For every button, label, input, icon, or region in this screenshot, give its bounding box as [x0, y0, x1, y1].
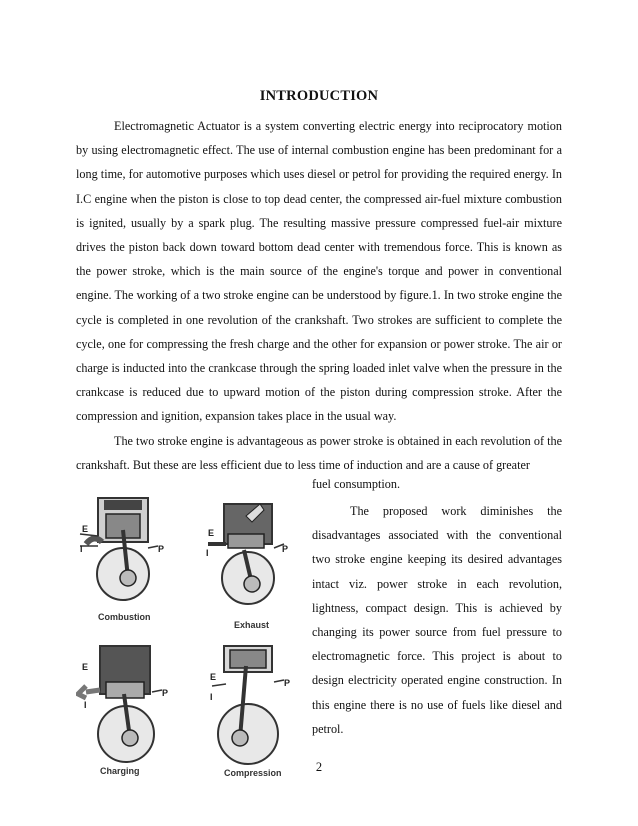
caption-combustion: Combustion — [98, 612, 151, 622]
svg-text:I: I — [80, 544, 83, 554]
engine-panel-compression — [210, 646, 290, 778]
svg-text:E: E — [82, 662, 89, 672]
caption-compression: Compression — [224, 768, 282, 778]
advantages-paragraph-end: fuel consumption. — [312, 477, 401, 491]
engine-panel-exhaust — [206, 504, 288, 630]
intro-paragraph: Electromagnetic Actuator is a system converting electric energy into reciprocatory motion by using electromagnetic effect. The use of internal combustion engine has been predominant for a long time, for automotive purposes which uses diesel or petrol for providing the required energy. In I.C engine when the piston is close to top dead center, the compressed air-fuel mixture combustion is ignited, usually by a spark plug. The resulting massive pressure compressed fuel-air mixture drives the piston back down toward bottom dead center with tremendous force. This is known as the power stroke, which is the main source of the engine's torque and power in conventional engine. The working of a two stroke engine can be understood by figure.1. In two stroke engine the cycle is completed in one revolution of the crankshaft. Two strokes are sufficient to complete the cycle, one for compressing the fresh charge and the other for expansion or power stroke. The air or charge is inducted into the crankcase through the spring loaded inlet valve when the pressure in the crankcase is reduced due to upward motion of the piston during compression stroke. After the compression and ignition, expansion takes place in the usual way. — [76, 119, 562, 424]
section-heading: INTRODUCTION — [259, 88, 379, 104]
engine-panel-combustion — [80, 498, 164, 622]
svg-text:P: P — [162, 688, 169, 698]
svg-text:E: E — [210, 672, 217, 682]
svg-text:I: I — [210, 692, 213, 702]
svg-text:E: E — [82, 524, 89, 534]
svg-text:P: P — [282, 544, 289, 554]
caption-charging: Charging — [100, 766, 140, 776]
page-number: 2 — [315, 760, 323, 774]
caption-exhaust: Exhaust — [234, 620, 270, 630]
svg-text:P: P — [158, 544, 165, 554]
svg-text:E: E — [208, 528, 215, 538]
two-stroke-engine-figure — [76, 486, 306, 782]
advantages-paragraph: The two stroke engine is advantageous as power stroke is obtained in each revolution of the crankshaft. But these are less efficient due to less time of induction and are a cause of greater — [76, 434, 562, 473]
proposed-work-paragraph: The proposed work diminishes the disadvantages associated with the conventional two stroke engine keeping its desired advantages intact viz. power stroke in each revolution, lightness, compact design. This is achieved by changing its power source from fuel pressure to electromagnetic force. This project is about to design electricity operated engine construction. In this engine there is no use of fuels like diesel and petrol. — [312, 504, 562, 736]
engine-panel-charging — [78, 646, 168, 776]
svg-text:P: P — [284, 678, 291, 688]
svg-text:I: I — [206, 548, 209, 558]
svg-text:I: I — [84, 700, 87, 710]
